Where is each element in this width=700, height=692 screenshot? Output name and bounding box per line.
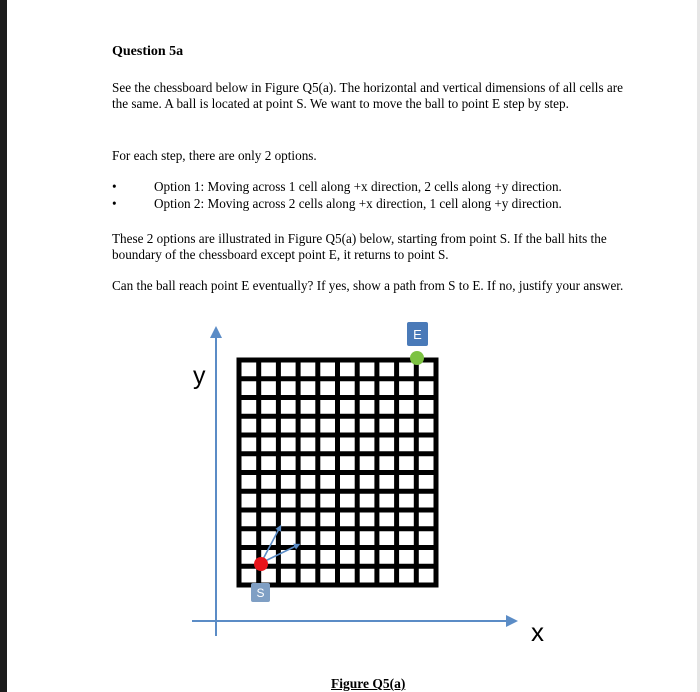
paragraph-illustration: These 2 options are illustrated in Figure Q5(a) below, starting from point S. If the ball hits the boundary of the chessboard except point E, it returns to point S. [112, 231, 607, 262]
paragraph-question: Can the ball reach point E eventually? If yes, show a path from S to E. If no, justify your answer. [112, 278, 624, 293]
end-label: E [413, 327, 422, 342]
chessboard-grid [239, 360, 436, 585]
question-title: Question 5a [112, 44, 184, 59]
bullet-icon: • [112, 196, 117, 211]
end-ball [410, 351, 424, 365]
x-axis-label: x [531, 617, 544, 647]
bullet-icon: • [112, 179, 117, 194]
paragraph-options-intro: For each step, there are only 2 options. [112, 148, 317, 163]
start-ball [254, 557, 268, 571]
figure-caption: Figure Q5(a) [331, 676, 406, 691]
y-axis-label: y [193, 362, 206, 390]
option-1-text: Option 1: Moving across 1 cell along +x direction, 2 cells along +y direction. [154, 179, 562, 194]
paragraph-intro: See the chessboard below in Figure Q5(a). The horizontal and vertical dimensions of all cells are the same. A ball is located at point S. We want to move the ball to point E step by step. [112, 80, 623, 111]
start-label: S [256, 586, 265, 600]
option-2-text: Option 2: Moving across 2 cells along +x direction, 1 cell along +y direction. [154, 196, 562, 211]
